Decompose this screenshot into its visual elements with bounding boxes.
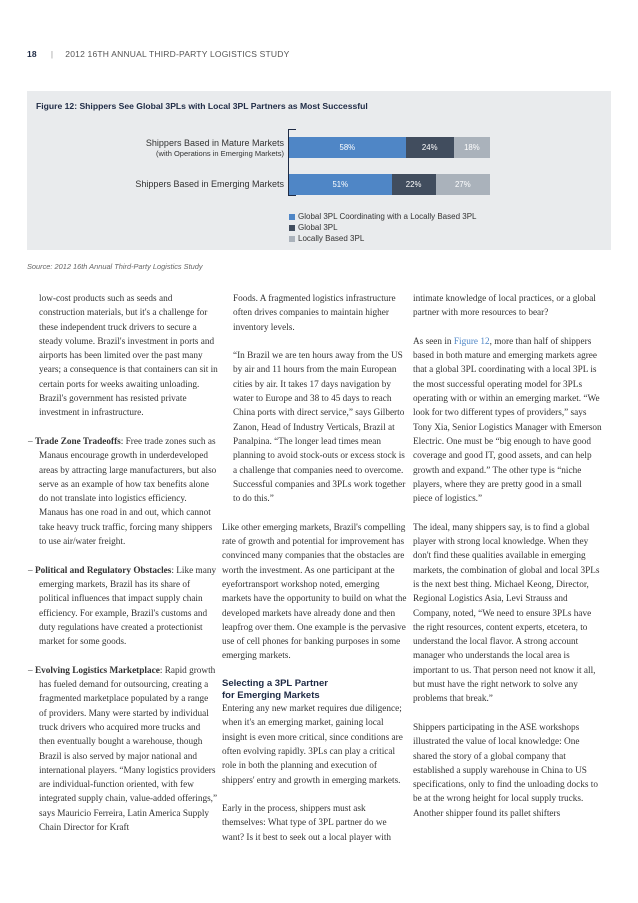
chart-legend: [289, 211, 476, 244]
section-heading-line: for Emerging Markets: [222, 690, 320, 702]
bar-emerging-segment-global-local: 51%: [289, 174, 392, 195]
text-run: As seen in: [413, 336, 454, 347]
section-heading-line: Selecting a 3PL Partner: [222, 678, 328, 690]
bar-emerging: [289, 174, 490, 195]
legend-swatch: [289, 236, 295, 242]
body-column-2: [222, 292, 408, 859]
header-separator: |: [50, 49, 54, 59]
row-sublabel-mature: (with Operations in Emerging Markets): [156, 149, 284, 158]
figure-12-link[interactable]: Figure 12: [453, 336, 490, 347]
legend-item: [289, 211, 476, 222]
legend-label: Locally Based 3PL: [298, 234, 365, 243]
text-run: , more than half of shippers based in both mature and emerging markets agree that a global 3PL coordinating with a local 3PL is the most successful operating model for 3PLs operating with or within an emerging market. “We look for two different types of providers,” says Tony Xia, Senior Logistics Manager with Emerson Electric. One must be “big enough to have good coverage and good IT, good assets, and can help growth and expand.” The other type is “niche players, where they are pretty good in a small piece of logistics.”: [413, 336, 602, 505]
section-heading: [222, 678, 408, 702]
legend-swatch: [289, 214, 295, 220]
bullet-text: : Rapid growth has fueled demand for outsourcing, creating a fragmented marketplace populated by a range of providers. Many were started by individual truck drivers who acquired more trucks and then eventually bought a warehouse, though Brazil is also served by major national and international players. “Many logistics providers are individual-function oriented, with few integrated supply chain, value-added offerings,” says Mauricio Ferreira, Latin America Supply Chain Director for Kraft: [39, 665, 218, 833]
legend-label: Global 3PL: [298, 223, 338, 232]
bullet-text: : Free trade zones such as Manaus encourage growth in underdeveloped areas by attracting large manufacturers, but also serve as an example of how tax benefits alone do not translate into logistics efficiency. Manaus has one road in and out, which cannot take heavy truck traffic, forcing many shippers to use air/water freight.: [39, 436, 217, 548]
bullet-heading: Trade Zone Tradeoffs: [34, 436, 121, 447]
bar-mature-segment-local: 18%: [454, 137, 490, 158]
body-column-1: [28, 292, 218, 850]
paragraph: low-cost products such as seeds and construction materials, but it's a challenge for these independent truck drivers to secure a steady volume. Brazil's investment in ports and airports has been limited over the past many years; a consequence is that containers can sit in certain ports for weeks awaiting unloading. Brazil's government has resisted private investment in infrastructure.: [39, 294, 218, 419]
figure-title: Figure 12: Shippers See Global 3PLs with Local 3PL Partners as Most Successful: [36, 101, 368, 111]
bar-mature: [289, 137, 490, 158]
row-label-emerging: Shippers Based in Emerging Markets: [135, 179, 284, 189]
figure-source: Source: 2012 16th Annual Third-Party Logistics Study: [27, 262, 203, 271]
bar-emerging-segment-global: 22%: [392, 174, 436, 195]
legend-swatch: [289, 225, 295, 231]
bullet-text: : Like many emerging markets, Brazil has its share of political influences that impact supply chain efficiency. For example, Brazil's customs and duty regulations have created a protectionist market for some goods.: [39, 565, 217, 648]
paragraph: Entering any new market requires due diligence; when it's an emerging market, gaining local insight is even more critical, since conditions are often evolving rapidly. 3PLs can play a critical role in both the planning and execution of shippers' entry and growth in emerging markets.: [222, 704, 403, 786]
bar-mature-segment-global: 24%: [406, 137, 454, 158]
row-label-mature: [146, 138, 284, 159]
legend-item: [289, 233, 476, 244]
paragraph: Shippers participating in the ASE workshops illustrated the value of local knowledge: One shared the story of a global company that established a supply warehouse in China to US specifications, only to find the unloading docks to be at the wrong height for local supply trucks. Another shipper found its pallet shifters: [413, 722, 598, 819]
bullet-heading: Evolving Logistics Marketplace: [34, 665, 160, 676]
body-column-3: [413, 292, 603, 835]
paragraph: Foods. A fragmented logistics infrastructure often drives companies to maintain higher inventory levels.: [233, 294, 396, 333]
figure-panel: [27, 91, 611, 250]
bullet-trade-zone: – Trade Zone Tradeoffs: Free trade zones such as Manaus encourage growth in underdeveloped areas by attracting large manufacturers, but also serve as an example of how tax benefits alone do not translate into logistics efficiency. Manaus has one road in and out, which cannot take heavy truck traffic, forcing many shippers to use air/water freight.: [28, 436, 217, 548]
paragraph: [413, 335, 603, 507]
bullet-heading: Political and Regulatory Obstacles: [34, 565, 172, 576]
quote-paragraph: “In Brazil we are ten hours away from the US by air and 11 hours from the main European cities by air. It takes 17 days navigation by water to Europe and 38 to 45 days to reach China ports with direct service,” says Gilberto Zanon, Head of Industry Verticals, Brazil at Panalpina. “The longer lead times mean planning to avoid stock-outs or excess stock is a challenge that companies need to overcome. Successful companies and 3PLs work together to do this.”: [233, 351, 406, 505]
bullet-logistics-marketplace: – Evolving Logistics Marketplace: Rapid growth has fueled demand for outsourcing, creating a fragmented marketplace populated by a range of providers. Many were started by individual truck drivers who acquired more trucks and then eventually bought a warehouse, though Brazil is also served by major national and international players. “Many logistics providers are individual-function oriented, with few integrated supply chain, value-added offerings,” says Mauricio Ferreira, Latin America Supply Chain Director for Kraft: [28, 665, 218, 833]
page-number: 18: [27, 49, 37, 59]
running-header: [27, 49, 289, 59]
bar-mature-segment-global-local: 58%: [289, 137, 406, 158]
paragraph: intimate knowledge of local practices, or a global partner with more resources to bear?: [413, 294, 596, 319]
header-title: 2012 16TH ANNUAL THIRD-PARTY LOGISTICS STUDY: [65, 49, 290, 59]
legend-label: Global 3PL Coordinating with a Locally Based 3PL: [298, 212, 477, 221]
paragraph: Like other emerging markets, Brazil's compelling rate of growth and potential for improvement has convinced many companies that the obstacles are worth the investment. As one participant at the eyefortransport workshop noted, emerging markets have the opportunity to build on what the developed markets have already done and then leapfrog over them. One example is the pervasive use of cell phones for banking purposes in some emerging markets.: [222, 522, 407, 662]
bullet-political: – Political and Regulatory Obstacles: Like many emerging markets, Brazil has its share of political influences that impact supply chain efficiency. For example, Brazil's customs and duty regulations have created a protectionist market for some goods.: [28, 565, 217, 648]
paragraph: The ideal, many shippers say, is to find a global player with strong local knowledge. When they don't find these qualities available in emerging markets, the combination of global and local 3PLs is the next best thing. Michael Keong, Director, Regional Logistics Asia, Levi Strauss and Company, noted, “We need to ensure 3PLs have the right resources, content experts, etcetera, to understand the local flavor. A strong account manager who understands the local area is important to us. That person need not know it all, but must have the right network to solve any problems that break.”: [413, 522, 600, 705]
legend-item: [289, 222, 476, 233]
bar-emerging-segment-local: 27%: [436, 174, 490, 195]
paragraph: Early in the process, shippers must ask themselves: What type of 3PL partner do we want? Is it best to seek out a local player with: [222, 804, 392, 843]
row-label-mature-text: Shippers Based in Mature Markets: [145, 138, 284, 148]
